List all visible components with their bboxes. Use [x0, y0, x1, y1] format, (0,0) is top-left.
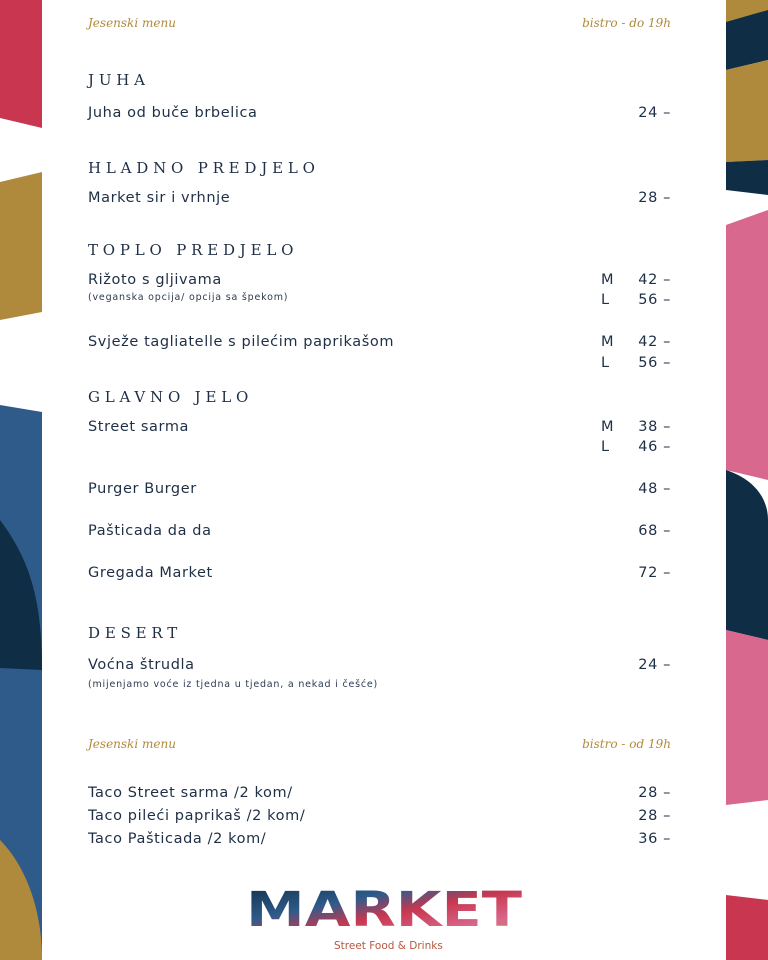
section-title-glavno-jelo: GLAVNO JELO [88, 388, 254, 406]
header-bottom-left: Jesenski menu [88, 737, 176, 751]
item-price: 72 – [638, 565, 671, 581]
size-price-row [601, 419, 671, 435]
size-label: M [601, 334, 615, 350]
market-logo [246, 884, 522, 932]
item-name: Taco Pašticada /2 kom/ [88, 831, 267, 847]
size-price: 56 – [638, 355, 671, 371]
item-name: Street sarma [88, 419, 190, 435]
header-top-right: bistro - do 19h [582, 16, 671, 30]
item-name: Juha od buče brbelica [88, 105, 258, 121]
item-price: 28 – [638, 808, 671, 824]
menu-item [88, 657, 671, 697]
size-label: M [601, 272, 615, 288]
size-price-row [601, 272, 671, 288]
menu-item [88, 272, 671, 312]
section-title-hladno-predjelo: HLADNO PREDJELO [88, 159, 320, 177]
size-price: 42 – [638, 272, 671, 288]
size-label: L [601, 292, 610, 308]
size-price: 46 – [638, 439, 671, 455]
item-name: Taco Street sarma /2 kom/ [88, 785, 293, 801]
item-name: Pašticada da da [88, 523, 212, 539]
item-price: 28 – [638, 190, 671, 206]
item-note: (mijenjamo voće iz tjedna u tjedan, a nekad i češće) [88, 679, 379, 690]
item-name: Taco pileći paprikaš /2 kom/ [88, 808, 306, 824]
size-price-row [601, 439, 671, 455]
size-label: L [601, 355, 610, 371]
size-price-row [601, 292, 671, 308]
right-decorative-art [726, 0, 768, 960]
item-price: 24 – [638, 105, 671, 121]
item-name: Purger Burger [88, 481, 197, 497]
item-note: (veganska opcija/ opcija sa špekom) [88, 292, 289, 303]
size-price: 38 – [638, 419, 671, 435]
item-name: Gregada Market [88, 565, 213, 581]
logo-wordmark: MARKET [246, 884, 522, 932]
size-price: 42 – [638, 334, 671, 350]
item-price: 24 – [638, 657, 671, 673]
logo-tagline: Street Food & Drinks [334, 940, 443, 952]
section-title-desert: DESERT [88, 624, 183, 642]
item-price: 68 – [638, 523, 671, 539]
item-name: Voćna štrudla [88, 657, 195, 673]
item-price: 48 – [638, 481, 671, 497]
item-name: Svježe tagliatelle s pilećim paprikašom [88, 334, 395, 350]
size-price-row [601, 334, 671, 350]
item-price: 28 – [638, 785, 671, 801]
menu-page [88, 0, 671, 960]
item-price: 36 – [638, 831, 671, 847]
item-name: Market sir i vrhnje [88, 190, 231, 206]
size-label: L [601, 439, 610, 455]
menu-header-top [88, 16, 671, 30]
header-top-left: Jesenski menu [88, 16, 176, 30]
size-price: 56 – [638, 292, 671, 308]
size-price-row [601, 355, 671, 371]
left-decorative-art [0, 0, 42, 960]
header-bottom-right: bistro - od 19h [582, 737, 671, 751]
section-title-juha: JUHA [88, 71, 150, 89]
menu-header-bottom [88, 737, 671, 751]
item-name: Rižoto s gljivama [88, 272, 222, 288]
size-label: M [601, 419, 615, 435]
section-title-toplo-predjelo: TOPLO PREDJELO [88, 241, 299, 259]
